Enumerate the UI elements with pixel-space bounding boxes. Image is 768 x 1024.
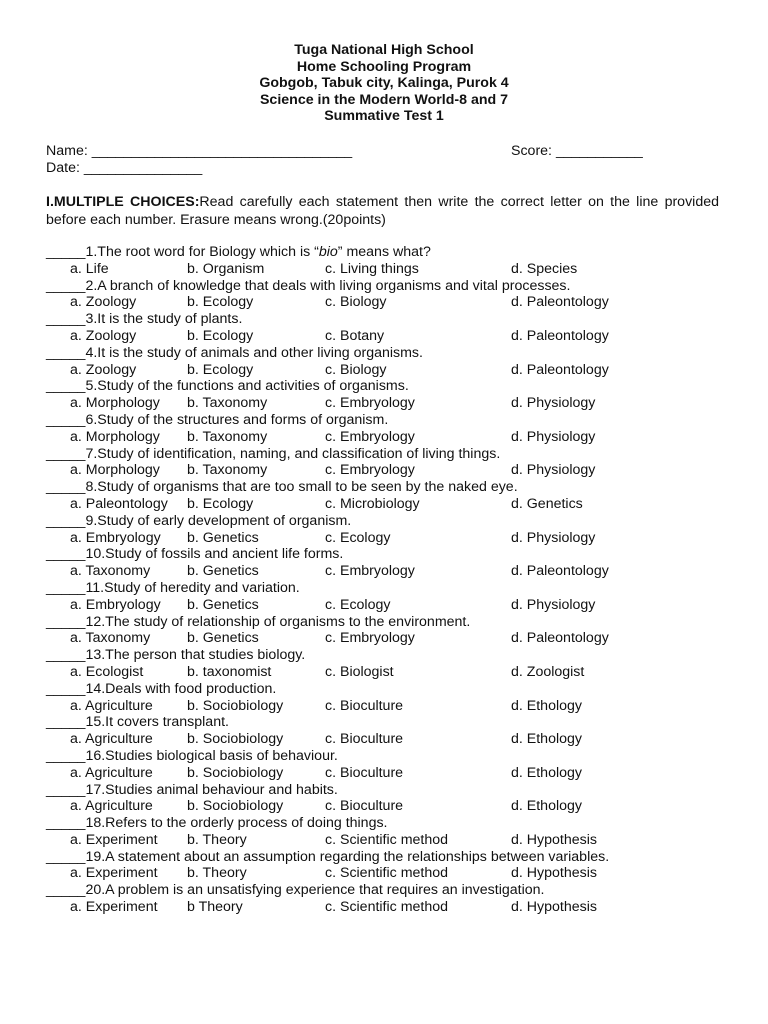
option-c: c. Bioculture xyxy=(325,764,404,781)
school-address: Gobgob, Tabuk city, Kalinga, Purok 4 xyxy=(259,75,509,92)
option-c: c. Bioculture xyxy=(325,697,404,714)
option-b: b. Genetics xyxy=(187,563,259,580)
answer-options xyxy=(46,664,736,681)
option-c: c. Embryology xyxy=(325,462,415,479)
option-a: a. Embryology xyxy=(70,596,161,613)
answer-options xyxy=(46,899,736,916)
score-field[interactable]: Score: ___________ xyxy=(511,143,643,159)
answer-options xyxy=(46,832,736,849)
option-a: a. Life xyxy=(70,260,109,277)
option-c: c. Botany xyxy=(325,327,385,344)
option-d: d. Ethology xyxy=(511,798,582,815)
option-d: d. Species xyxy=(511,260,578,277)
answer-options xyxy=(46,563,736,580)
test-title: Summative Test 1 xyxy=(324,108,444,125)
option-a: a. Agriculture xyxy=(70,798,153,815)
option-b: b. Taxonomy xyxy=(187,428,268,445)
question-stem: _____10.Study of fossils and ancient life forms. xyxy=(46,546,344,563)
question-stem: _____4.It is the study of animals and other living organisms. xyxy=(46,344,423,361)
option-c: c. Ecology xyxy=(325,596,391,613)
question-stem: _____2.A branch of knowledge that deals with living organisms and vital processes. xyxy=(46,277,571,294)
option-c: c. Embryology xyxy=(325,630,415,647)
answer-options xyxy=(46,395,736,412)
option-d: d. Physiology xyxy=(511,596,596,613)
option-d: d. Hypothesis xyxy=(511,831,597,848)
option-b: b. Ecology xyxy=(187,294,254,311)
date-field[interactable]: Date: _______________ xyxy=(46,160,203,176)
answer-options xyxy=(46,462,736,479)
answer-options xyxy=(46,597,736,614)
option-b: b. Sociobiology xyxy=(187,731,284,748)
question-stem: _____6.Study of the structures and forms of organism. xyxy=(46,411,389,428)
option-b: b. Genetics xyxy=(187,529,259,546)
question-stem: _____15.It covers transplant. xyxy=(46,714,229,731)
option-a: a. Agriculture xyxy=(70,731,153,748)
option-c: c. Scientific method xyxy=(325,831,449,848)
option-a: a. Morphology xyxy=(70,428,160,445)
option-d: d. Paleontology xyxy=(511,327,609,344)
option-a: a. Experiment xyxy=(70,831,158,848)
option-c: c. Embryology xyxy=(325,428,415,445)
option-b: b. Theory xyxy=(187,831,247,848)
option-d: d. Hypothesis xyxy=(511,865,597,882)
option-a: a. Paleontology xyxy=(70,495,168,512)
option-c: c. Embryology xyxy=(325,395,415,412)
instructions xyxy=(46,194,719,229)
subject-title: Science in the Modern World-8 and 7 xyxy=(259,91,509,108)
option-c: c. Scientific method xyxy=(325,899,449,916)
answer-options xyxy=(46,496,736,513)
document-header xyxy=(0,42,768,125)
option-d: d. Paleontology xyxy=(511,563,609,580)
option-b: b. Ecology xyxy=(187,361,254,378)
option-c: c. Living things xyxy=(325,260,419,277)
option-a: a. Embryology xyxy=(70,529,161,546)
option-a: a. Experiment xyxy=(70,865,158,882)
option-b: b. Ecology xyxy=(187,327,254,344)
section-heading: I.MULTIPLE CHOICES: xyxy=(46,194,200,210)
question-stem: _____11.Study of heredity and variation. xyxy=(46,579,300,596)
date-line xyxy=(46,160,722,177)
question-list xyxy=(46,244,736,916)
option-c: c. Bioculture xyxy=(325,731,404,748)
question-stem: _____12.The study of relationship of organisms to the environment. xyxy=(46,613,471,630)
option-b: b. Theory xyxy=(187,865,247,882)
option-a: a. Zoology xyxy=(70,361,137,378)
option-d: d. Zoologist xyxy=(511,663,585,680)
option-d: d. Ethology xyxy=(511,731,582,748)
answer-options xyxy=(46,362,736,379)
option-b: b. taxonomist xyxy=(187,663,272,680)
answer-options xyxy=(46,798,736,815)
option-b: b. Taxonomy xyxy=(187,395,268,412)
question-stem: _____20.A problem is an unsatisfying experience that requires an investigation. xyxy=(46,882,545,899)
instructions-text: Read carefully each statement then write the correct letter on the line provided before each number. Erasure means wrong.(20points) xyxy=(46,194,719,228)
name-score-line xyxy=(46,143,722,160)
option-a: a. Ecologist xyxy=(70,663,144,680)
option-c: c. Scientific method xyxy=(325,865,449,882)
option-c: c. Biology xyxy=(325,294,387,311)
question-stem: _____19.A statement about an assumption regarding the relationships between variables. xyxy=(46,848,610,865)
option-a: a. Morphology xyxy=(70,395,160,412)
school-name: Tuga National High School xyxy=(294,42,474,58)
option-d: d. Ethology xyxy=(511,697,582,714)
option-d: d. Physiology xyxy=(511,529,596,546)
option-a: a. Agriculture xyxy=(70,764,153,781)
option-c: c. Embryology xyxy=(325,563,415,580)
question-items xyxy=(46,278,736,916)
option-a: a. Agriculture xyxy=(70,697,153,714)
answer-options xyxy=(46,530,736,547)
option-d: d. Genetics xyxy=(511,495,583,512)
answer-options xyxy=(46,429,736,446)
question-stem: _____13.The person that studies biology. xyxy=(46,647,306,664)
option-c: c. Microbiology xyxy=(325,495,420,512)
question-stem: _____17.Studies animal behaviour and habits. xyxy=(46,781,338,798)
option-d: d. Physiology xyxy=(511,428,596,445)
option-c: c. Bioculture xyxy=(325,798,404,815)
option-a: a. Morphology xyxy=(70,462,160,479)
option-b: b. Taxonomy xyxy=(187,462,268,479)
option-d: d. Physiology xyxy=(511,462,596,479)
option-b: b. Genetics xyxy=(187,630,259,647)
question-stem: _____3.It is the study of plants. xyxy=(46,311,243,328)
answer-options xyxy=(46,630,736,647)
option-c: c. Biologist xyxy=(325,663,394,680)
question-stem: _____5.Study of the functions and activities of organisms. xyxy=(46,378,409,395)
option-d: d. Paleontology xyxy=(511,361,609,378)
program-name: Home Schooling Program xyxy=(296,58,472,75)
question-stem: _____18.Refers to the orderly process of doing things. xyxy=(46,815,388,832)
option-d: d. Hypothesis xyxy=(511,899,597,916)
answer-options xyxy=(46,328,736,345)
option-b: b. Genetics xyxy=(187,596,259,613)
answer-options xyxy=(46,698,736,715)
answer-options xyxy=(46,731,736,748)
option-a: a. Zoology xyxy=(70,294,137,311)
option-b: b. Ecology xyxy=(187,495,254,512)
answer-options xyxy=(46,261,736,278)
option-a: a. Taxonomy xyxy=(70,630,151,647)
option-a: a. Taxonomy xyxy=(70,563,151,580)
option-d: d. Paleontology xyxy=(511,630,609,647)
name-field[interactable]: Name: _________________________________ xyxy=(46,143,353,159)
option-b: b. Sociobiology xyxy=(187,798,284,815)
option-d: d. Ethology xyxy=(511,764,582,781)
option-b: b. Organism xyxy=(187,260,265,277)
option-b: b. Sociobiology xyxy=(187,697,284,714)
question-stem: _____1.The root word for Biology which is “bio” means what? xyxy=(46,244,431,260)
option-d: d. Paleontology xyxy=(511,294,609,311)
answer-options xyxy=(46,865,736,882)
answer-options xyxy=(46,294,736,311)
italic-term: bio xyxy=(318,244,338,260)
question-stem: _____8.Study of organisms that are too small to be seen by the naked eye. xyxy=(46,479,518,496)
option-b: b. Sociobiology xyxy=(187,764,284,781)
option-d: d. Physiology xyxy=(511,395,596,412)
question-stem: _____14.Deals with food production. xyxy=(46,680,277,697)
option-c: c. Biology xyxy=(325,361,387,378)
question-stem: _____9.Study of early development of organism. xyxy=(46,512,352,529)
option-a: a. Experiment xyxy=(70,899,158,916)
question-stem: _____16.Studies biological basis of behaviour. xyxy=(46,747,338,764)
question-stem: _____7.Study of identification, naming, and classification of living things. xyxy=(46,445,501,462)
option-a: a. Zoology xyxy=(70,327,137,344)
option-b: b Theory xyxy=(187,899,243,916)
option-c: c. Ecology xyxy=(325,529,391,546)
answer-options xyxy=(46,765,736,782)
